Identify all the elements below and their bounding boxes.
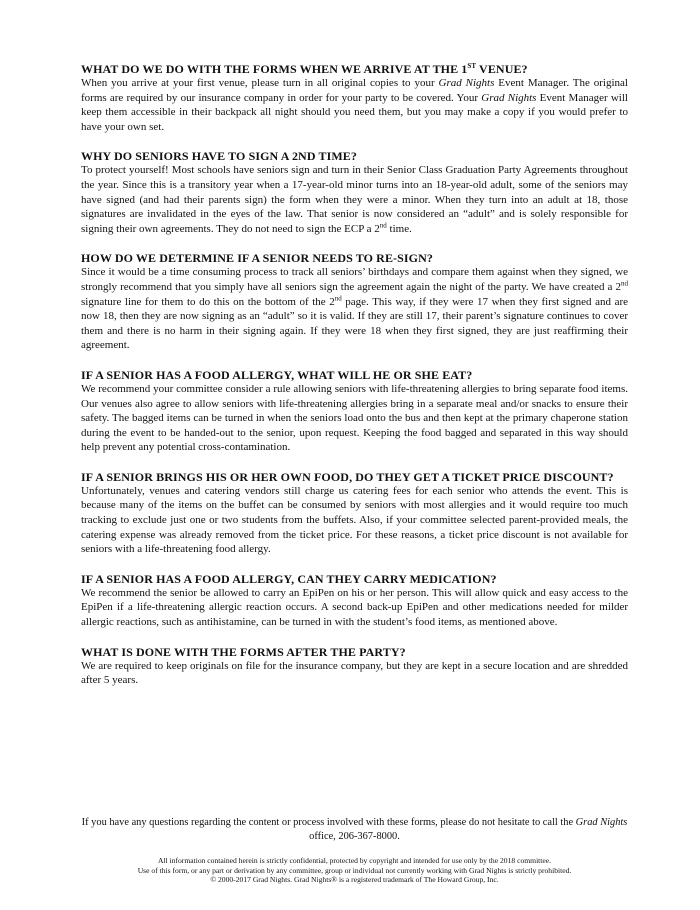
section-heading: IF A SENIOR BRINGS HIS OR HER OWN FOOD, DO THEY GET A TICKET PRICE DISCOUNT? [81,469,614,484]
heading-superscript: ST [467,62,477,70]
contact-text: If you have any questions regarding the content or process involved with these forms, please do not hesitate to call the [81,817,576,828]
confidentiality-line: All information contained herein is strictly confidential, protected by copyright and intended for use only by the 2018 committee. [157,856,552,865]
section-body [81,265,628,353]
section-body: We recommend the senior be allowed to carry an EpiPen on his or her person. This will allow quick and easy access to the EpiPen if a life-threatening allergic reaction occurs. A second back-up EpiPen and other medications needed for milder allergic reactions, such as antihistamine, can be turned in with the student’s food items, as mentioned above. [81,586,628,629]
superscript: nd [379,221,387,230]
superscript: nd [334,293,342,302]
brand-name: Grad Nights [438,77,495,89]
section-heading: HOW DO WE DETERMINE IF A SENIOR NEEDS TO RE-SIGN? [81,251,433,266]
body-text: Event Manager. The original forms are required by our insurance company in order for your party to be covered. Your [81,77,628,104]
faq-section-food-allergy-eat [81,368,628,455]
brand-name: Grad Nights [575,817,628,828]
body-text: Since it would be a time consuming process to track all seniors’ birthdays and compare them against when they signed, we strongly recommend that you simply have all seniors sign the agreement again the night of the party. We have created a 2 [81,266,628,293]
legal-footer [81,856,628,885]
faq-section-re-sign [81,251,628,353]
section-body [81,163,628,236]
section-heading: WHAT IS DONE WITH THE FORMS AFTER THE PARTY? [81,644,406,659]
section-body: Unfortunately, venues and catering vendors still charge us catering fees for each senior who attends the event. This is because many of the items on the buffet can be consumed by seniors with most allergies and it would require too much tracking to exclude just one or two students from the buffets. Also, if your committee selected parent-provided meals, the catering expense was already removed from the ticket price. For these reasons, a ticket price discount is not available for seniors with a life-threatening food allergy. [81,484,628,556]
section-body: We are required to keep originals on file for the insurance company, but they are kept in a secure location and are shredded after 5 years. [81,659,628,687]
body-text: time. [386,222,412,235]
body-text: To protect yourself! Most schools have seniors sign and turn in their Senior Class Graduation Party Agreements throughout the year. Since this is a transitory year when a 17-year-old minor turns into an 18-year-old adult, some of the seniors may have signed (and had their parents sign) the form when they were a minor. When they turn into an adult at 18, those signatures are invalidated in the eyes of the law. That senior is now considered an “adult” and is solely responsible for signing their own agreements. They do not need to sign the ECP a 2 [81,164,628,235]
section-body: We recommend your committee consider a rule allowing seniors with life-threatening allergies to bring separate food items. Our venues also agree to allow seniors with life-threatening allergies bring in a separate meal and/or snacks to ensure their safety. The bagged items can be turned in when the seniors load onto the bus and then kept at the primary chaperone station during the event to be handed-out to the senior, upon request. Keeping the food bagged and separated in this way should help prevent any potential cross-contamination. [81,382,628,454]
body-text: page. This way, if they were 17 when they first signed and are now 18, then they are now signing as an “adult” so it is valid. If they are still 17, their parent’s signature continues to cover them and there is no harm in their signing again. If they were 18 when they first signed, they are just reaffirming their agreement. [81,295,628,352]
copyright-line: © 2000-2017 Grad Nights. Grad Nights® is a registered trademark of The Howard Group, Inc. [210,875,499,885]
faq-section-ticket-discount [81,470,628,557]
contact-text: office, 206-367-8000. [309,831,400,842]
body-text: signature line for them to do this on the bottom of the 2 [81,295,335,308]
faq-section-forms-arrival [81,62,628,134]
brand-name: Grad Nights [481,91,537,104]
section-heading [81,62,628,76]
contact-note [81,816,628,844]
faq-section-medication [81,572,628,630]
section-heading: IF A SENIOR HAS A FOOD ALLERGY, CAN THEY CARRY MEDICATION? [81,571,497,586]
body-text: Event Manager will keep them accessible in their backpack all night should you need them, but you may make a copy if you would prefer to have your own set. [81,91,628,133]
section-body [81,76,628,134]
faq-section-forms-after-party [81,645,628,688]
body-text: When you arrive at your first venue, please turn in all original copies to your [81,77,439,89]
faq-document [81,62,628,703]
section-heading: WHY DO SENIORS HAVE TO SIGN A 2ND TIME? [81,149,357,164]
superscript: nd [621,279,628,288]
section-heading: IF A SENIOR HAS A FOOD ALLERGY, WHAT WILL HE OR SHE EAT? [81,367,473,382]
heading-text: WHAT DO WE DO WITH THE FORMS WHEN WE ARRIVE AT THE 1 [81,62,468,76]
faq-section-sign-second-time [81,149,628,236]
usage-restriction-line: Use of this form, or any part or derivation by any committee, group or individual not currently working with Grad Nights is strictly prohibited. [137,865,572,875]
heading-text-end: VENUE? [476,62,528,76]
